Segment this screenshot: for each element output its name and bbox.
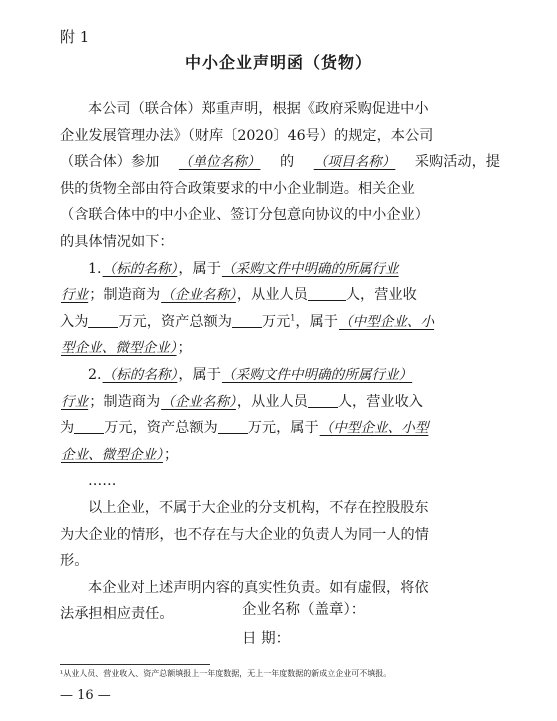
text-segment: ，从业人员 [236,287,308,304]
paragraph-4-line-1: 本企业对上述声明内容的真实性负责。如有虚假，将依 [88,579,429,596]
text-segment: ；制造商为 [89,393,161,410]
item-1-line-4 [60,335,500,362]
paragraph-1-line-4: 供的货物全部由符合政策要求的中小企业制造。相关企业 [60,180,415,197]
target-name-field: （标的名称） [102,366,178,383]
item-1-line-2 [60,282,500,309]
paragraph-1-line-3 [60,149,500,176]
text-segment: 人，营业收入 [337,393,423,410]
text-segment: ；制造商为 [89,287,161,304]
text-segment: （联合体）参加 [60,154,160,171]
revenue-blank [88,313,118,328]
paragraph-1-line-1: 本公司（联合体）郑重声明，根据《政府采购促进中小 [88,101,429,117]
item-2-line-3 [60,415,500,442]
page-title: 中小企业声明函（货物） [184,53,372,72]
item-1-line-3 [60,309,500,336]
scale-field-cont: 型企业、微型企业） [61,340,177,357]
paragraph-3-line-3: 形。 [60,553,89,570]
footnote-divider [60,664,210,665]
text-segment: 入为 [60,313,89,330]
text-segment: ，属于 [178,366,221,383]
date-label: 日 期： [242,631,291,647]
footnote: ¹从业人员、营业收入、资产总额填报上一年度数据，无上一年度数据的新成立企业可不填报。 [60,669,392,678]
paragraph-3-line-2: 为大企业的情形，也不存在与大企业的负责人为同一人的情 [60,526,429,543]
industry-field: （采购文件中明确的所属行业 [221,260,399,277]
industry-field: （采购文件中明确的所属行业） [221,366,413,383]
assets-blank [232,313,262,328]
page-number: — 16 — [60,688,111,703]
industry-field-cont: 行业 [61,287,89,304]
annex-label: 附 1 [60,28,90,46]
text-segment: 的 [279,154,295,171]
ellipsis: …… [88,473,117,490]
item-1-line-1 [60,256,500,283]
paragraph-1-line-5: （含联合体中的中小企业、签订分包意向协议的中小企业） [60,207,429,224]
text-segment: 万元 [261,313,291,330]
paragraph-4-line-2: 法承担相应责任。 [60,606,174,623]
text-segment: 人，营业收 [345,287,417,304]
unit-name-field: （单位名称） [178,154,261,171]
text-segment: ，从业人员 [236,393,308,410]
project-name-field: （项目名称） [313,154,396,171]
revenue-blank [74,419,104,434]
paragraph-1-line-6: 的具体情况如下： [60,233,174,250]
company-seal-label: 企业名称（盖章）： [242,602,366,618]
item-2-line-4 [60,442,500,469]
text-segment: ，属于 [295,313,338,330]
paragraph-3-line-1: 以上企业，不属于大企业的分支机构，不存在控股股东 [88,499,429,516]
text-segment: 万元，资产总额为 [118,313,232,330]
text-segment: 采购活动，提 [414,154,500,171]
text-segment: ； [163,446,179,463]
industry-field-cont: 行业 [61,393,89,410]
company-name-field: （企业名称） [161,287,236,304]
staff-blank [308,393,338,408]
item-number: 1. [88,260,102,277]
text-segment: 为 [60,420,75,437]
target-name-field: （标的名称） [102,260,178,277]
text-segment: 万元，资产总额为 [104,420,218,437]
item-number: 2. [88,366,102,383]
text-segment: ； [177,340,192,357]
staff-blank [308,286,346,301]
assets-blank [218,419,248,434]
footnote-ref: 1 [290,313,296,323]
scale-field: （中型企业、小 [338,313,435,330]
scale-field-cont: 企业、微型企业） [61,446,163,463]
text-segment: ，属于 [178,260,221,277]
text-segment: 万元，属于 [247,420,319,437]
company-name-field: （企业名称） [161,393,236,410]
paragraph-1-line-2: 企业发展管理办法》（财库〔2020〕46号）的规定，本公司 [60,127,434,144]
declaration-body [60,96,500,628]
scale-field: （中型企业、小型 [319,420,429,437]
item-2-line-2 [60,389,500,416]
item-2-line-1 [60,362,500,389]
